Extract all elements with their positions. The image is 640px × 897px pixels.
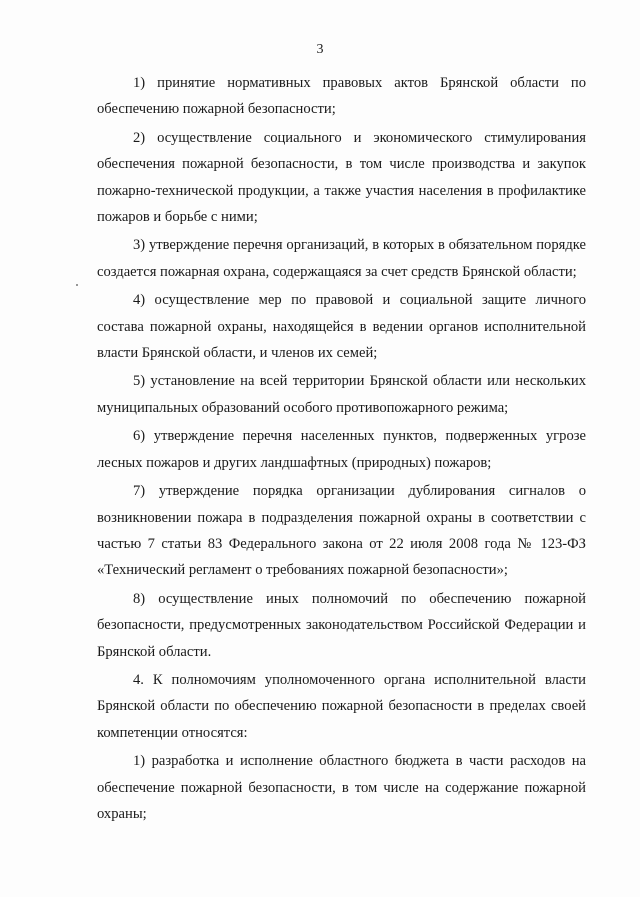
scan-speck [76,284,78,286]
page-number: 3 [316,42,324,57]
paragraph-item-2: 2) осуществление социального и экономического стимулирования обеспечения пожарной безопасности, в том числе производства и закупок пожарно-технической продукции, а также участия населения в профилактике пожаров и борьбе с ними; [97,129,586,226]
paragraph-item-6: 6) утверждение перечня населенных пунктов, подверженных угрозе лесных пожаров и других ландшафтных (природных) пожаров; [97,428,586,471]
paragraph-item-3: 3) утверждение перечня организаций, в которых в обязательном порядке создается пожарная охрана, содержащаяся за счет средств Брянской области; [97,237,586,280]
section-4-item-1: 1) разработка и исполнение областного бюджета в части расходов на обеспечение пожарной безопасности, в том числе на содержание пожарной охраны; [97,753,586,822]
paragraph-item-8: 8) осуществление иных полномочий по обеспечению пожарной безопасности, предусмотренных законодательством Российской Федерации и Брянской области. [97,590,586,660]
paragraph-item-1: 1) принятие нормативных правовых актов Брянской области по обеспечению пожарной безопасности; [97,75,586,118]
paragraph-item-7: 7) утверждение порядка организации дублирования сигналов о возникновении пожара в подразделения пожарной охраны в соответствии с частью 7 статьи 83 Федерального закона от 22 июля 2008 года № 123-ФЗ «Технический регламент о требованиях пожарной безопасности»; [97,483,586,579]
section-4-intro: 4. К полномочиям уполномоченного органа исполнительной власти Брянской области по обеспечению пожарной безопасности в пределах своей компетенции относятся: [97,671,586,741]
paragraph-item-5: 5) установление на всей территории Брянской области или нескольких муниципальных образований особого противопожарного режима; [97,373,586,416]
document-body [97,70,586,827]
paragraph-item-4: 4) осуществление мер по правовой и социальной защите личного состава пожарной охраны, находящейся в ведении органов исполнительной власти Брянской области, и членов их семей; [97,292,586,362]
